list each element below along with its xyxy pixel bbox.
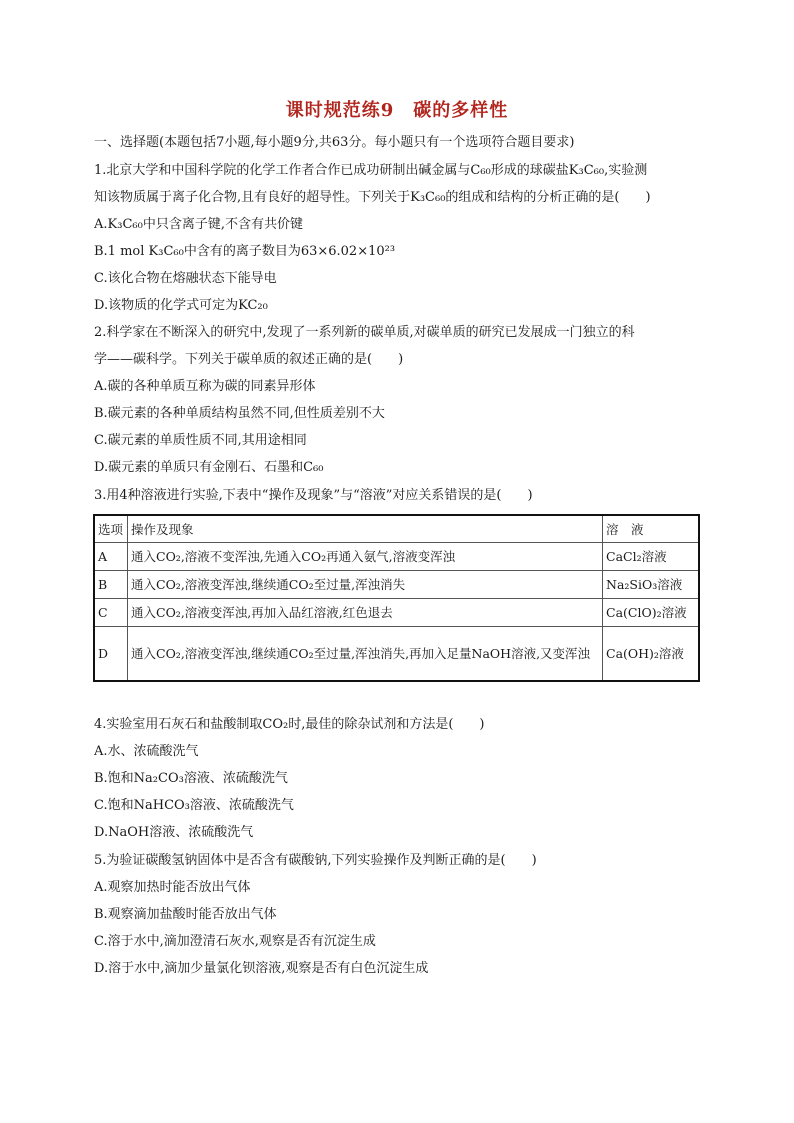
q2-option-c: C.碳元素的单质性质不同,其用途相同 [94, 433, 307, 448]
q5-option-b: B.观察滴加盐酸时能否放出气体 [94, 907, 277, 922]
q1-stem-line2: 知该物质属于离子化合物,且有良好的超导性。下列关于K₃C₆₀的组成和结构的分析正确的是( ) [94, 190, 651, 205]
q2-option-b: B.碳元素的各种单质结构虽然不同,但性质差别不大 [94, 406, 385, 421]
table-cell-option: D [94, 627, 128, 682]
table-row [94, 599, 699, 627]
table-row [94, 543, 699, 571]
table-cell-operation: 通入CO₂,溶液不变浑浊,先通入CO₂再通入氨气,溶液变浑浊 [128, 543, 603, 571]
q1-option-a: A.K₃C₆₀中只含离子键,不含有共价键 [94, 217, 303, 232]
table-cell-option: C [94, 599, 128, 627]
section-heading: 一、选择题(本题包括7小题,每小题9分,共63分。每小题只有一个选项符合题目要求) [94, 135, 575, 150]
q1-option-d: D.该物质的化学式可定为KC₂₀ [94, 298, 268, 313]
table-cell-solution: CaCl₂溶液 [603, 543, 700, 571]
table-cell-operation: 通入CO₂,溶液变浑浊,继续通CO₂至过量,浑浊消失 [128, 571, 603, 599]
table-cell-solution: Ca(OH)₂溶液 [603, 627, 700, 682]
table-cell-option: B [94, 571, 128, 599]
table-cell-operation: 通入CO₂,溶液变浑浊,继续通CO₂至过量,浑浊消失,再加入足量NaOH溶液,又变浑浊 [128, 627, 603, 682]
table-header-row [94, 515, 699, 543]
table-header-option: 选项 [94, 515, 128, 543]
q4-option-d: D.NaOH溶液、浓硫酸洗气 [94, 825, 254, 840]
q2-stem-line1: 2.科学家在不断深入的研究中,发现了一系列新的碳单质,对碳单质的研究已发展成一门独立的科 [94, 325, 635, 340]
table-cell-solution: Ca(ClO)₂溶液 [603, 599, 700, 627]
table-header-operation: 操作及现象 [128, 515, 603, 543]
q5-option-c: C.溶于水中,滴加澄清石灰水,观察是否有沉淀生成 [94, 934, 376, 949]
q5-option-d: D.溶于水中,滴加少量氯化钡溶液,观察是否有白色沉淀生成 [94, 961, 429, 976]
q2-stem-line2: 学——碳科学。下列关于碳单质的叙述正确的是( ) [94, 352, 404, 367]
q4-option-b: B.饱和Na₂CO₃溶液、浓硫酸洗气 [94, 771, 288, 786]
table-row [94, 571, 699, 599]
q1-stem-line1: 1.北京大学和中国科学院的化学工作者合作已成功研制出碱金属与C₆₀形成的球碳盐K₃C₆₀,实验测 [94, 163, 648, 178]
q5-stem: 5.为验证碳酸氢钠固体中是否含有碳酸钠,下列实验操作及判断正确的是( ) [94, 853, 537, 868]
q5-option-a: A.观察加热时能否放出气体 [94, 880, 251, 895]
table-cell-operation: 通入CO₂,溶液变浑浊,再加入品红溶液,红色退去 [128, 599, 603, 627]
q2-option-a: A.碳的各种单质互称为碳的同素异形体 [94, 379, 316, 394]
q3-options-table [93, 514, 700, 682]
q3-stem: 3.用4种溶液进行实验,下表中“操作及现象”与“溶液”对应关系错误的是( ) [94, 488, 533, 503]
table-cell-option: A [94, 543, 128, 571]
q2-option-d: D.碳元素的单质只有金刚石、石墨和C₆₀ [94, 460, 324, 475]
table-row [94, 627, 699, 682]
q4-option-a: A.水、浓硫酸洗气 [94, 744, 199, 759]
table-header-solution: 溶 液 [603, 515, 700, 543]
q1-option-c: C.该化合物在熔融状态下能导电 [94, 271, 277, 286]
q4-stem: 4.实验室用石灰石和盐酸制取CO₂时,最佳的除杂试剂和方法是( ) [94, 717, 485, 732]
table-cell-solution: Na₂SiO₃溶液 [603, 571, 700, 599]
page-title: 课时规范练9 碳的多样性 [285, 100, 509, 121]
q4-option-c: C.饱和NaHCO₃溶液、浓硫酸洗气 [94, 798, 294, 813]
q1-option-b: B.1 mol K₃C₆₀中含有的离子数目为63×6.02×10²³ [94, 244, 396, 259]
